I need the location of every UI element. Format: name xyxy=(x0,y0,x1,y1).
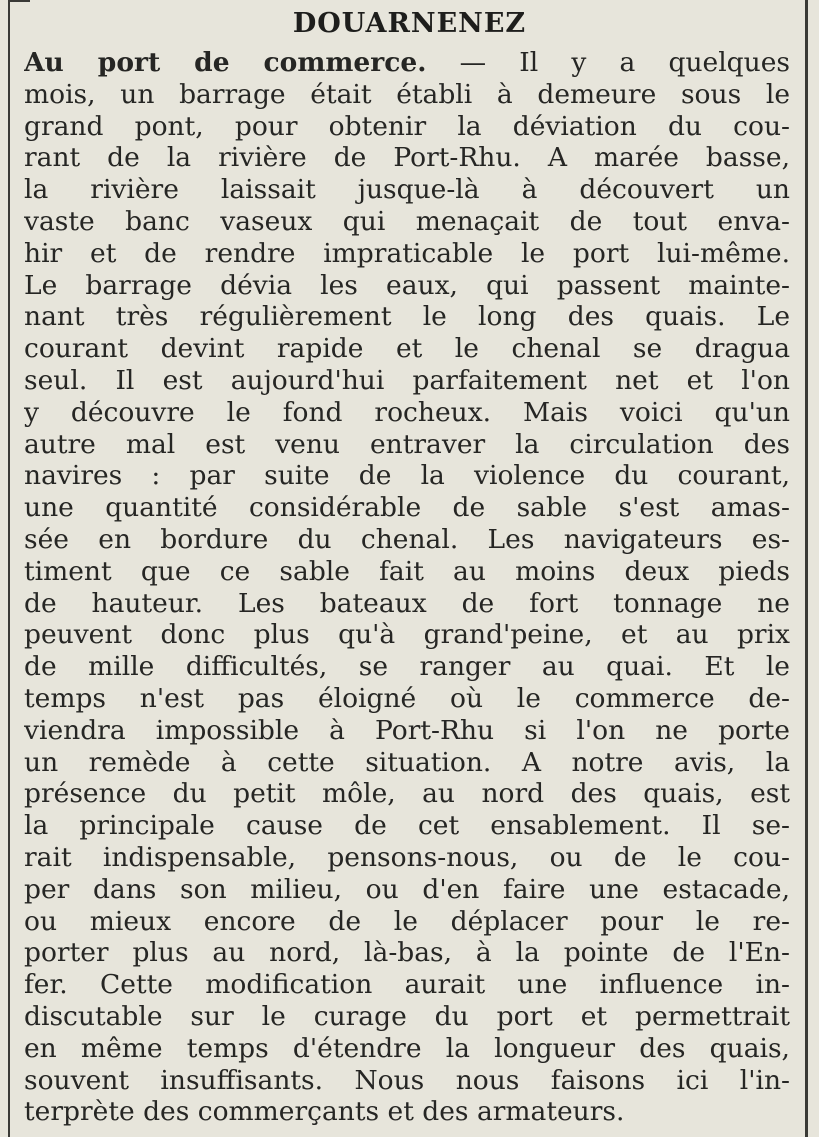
article-line-first xyxy=(24,47,790,79)
article-line: timent que ce sable fait au moins deux pieds xyxy=(24,555,790,587)
article-line: fer. Cette modification aurait une influence in- xyxy=(24,969,790,1001)
article-heading: DOUARNENEZ xyxy=(292,8,527,39)
article-line: temps n'est pas éloigné où le commerce de- xyxy=(24,682,790,714)
article-first-line-rest: — Il y a quelques xyxy=(426,47,790,78)
article-line: courant devint rapide et le chenal se dragua xyxy=(24,333,790,365)
article-lead: Au port de commerce. xyxy=(24,47,427,78)
article-line: viendra impossible à Port-Rhu si l'on ne porte xyxy=(24,714,790,746)
article-line: y découvre le fond rocheux. Mais voici qu'un xyxy=(24,396,790,428)
article-line: discutable sur le curage du port et permettrait xyxy=(24,1000,790,1032)
article-line: un remède à cette situation. A notre avis, la xyxy=(24,746,790,778)
article-line: grand pont, pour obtenir la déviation du cou- xyxy=(24,110,790,142)
article-line: ou mieux encore de le déplacer pour le re- xyxy=(24,905,790,937)
article-line: de hauteur. Les bateaux de fort tonnage ne xyxy=(24,587,790,619)
article-line: rant de la rivière de Port-Rhu. A marée basse, xyxy=(24,142,790,174)
article-line: navires : par suite de la violence du courant, xyxy=(24,460,790,492)
article-line: de mille difficultés, se ranger au quai. Et le xyxy=(24,651,790,683)
column-rule-left xyxy=(8,0,10,1137)
article-line: présence du petit môle, au nord des quais, est xyxy=(24,778,790,810)
article-line: sée en bordure du chenal. Les navigateurs es- xyxy=(24,523,790,555)
article-body xyxy=(24,47,790,1128)
article-line: la rivière laissait jusque-là à découvert un xyxy=(24,174,790,206)
article-line: peuvent donc plus qu'à grand'peine, et au prix xyxy=(24,619,790,651)
article-line: nant très régulièrement le long des quais. Le xyxy=(24,301,790,333)
article-line: la principale cause de cet ensablement. Il se- xyxy=(24,810,790,842)
article-line: per dans son milieu, ou d'en faire une estacade, xyxy=(24,873,790,905)
article-line: Le barrage dévia les eaux, qui passent mainte- xyxy=(24,269,790,301)
article-line: autre mal est venu entraver la circulation des xyxy=(24,428,790,460)
article-line: une quantité considérable de sable s'est amas- xyxy=(24,492,790,524)
article-line: seul. Il est aujourd'hui parfaitement net et l'on xyxy=(24,364,790,396)
article-line: porter plus au nord, là-bas, à la pointe de l'En- xyxy=(24,937,790,969)
article-line-last: terprète des commerçants et des armateurs. xyxy=(24,1096,625,1128)
article-line: en même temps d'étendre la longueur des quais, xyxy=(24,1032,790,1064)
article-line: hir et de rendre impraticable le port lui-même. xyxy=(24,237,790,269)
column-rule-right xyxy=(805,0,808,1137)
article-line: vaste banc vaseux qui menaçait de tout enva- xyxy=(24,205,790,237)
corner-rule xyxy=(10,0,30,2)
article-line: rait indispensable, pensons-nous, ou de le cou- xyxy=(24,841,790,873)
article-line: souvent insuffisants. Nous nous faisons ici l'in- xyxy=(24,1064,790,1096)
article-line: mois, un barrage était établi à demeure sous le xyxy=(24,78,790,110)
